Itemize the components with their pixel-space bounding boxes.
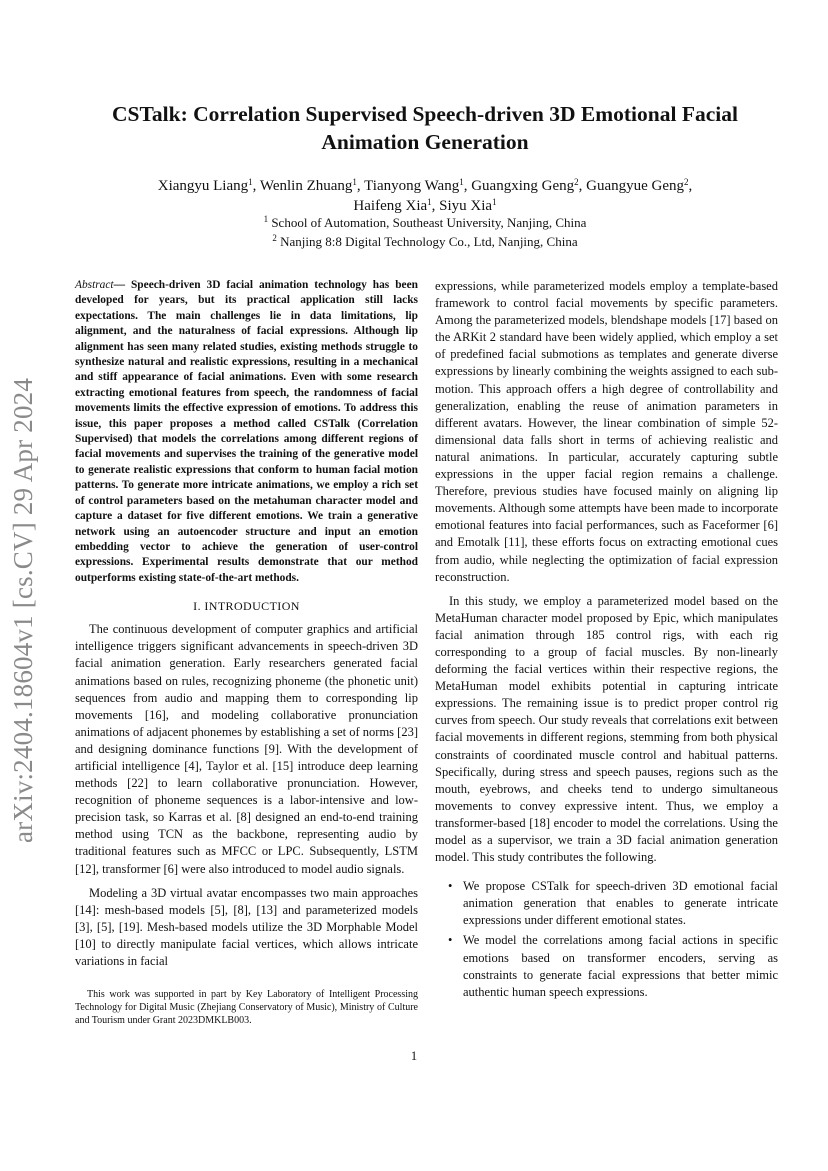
paragraph: Modeling a 3D virtual avatar encompasses two main approaches [14]: mesh-based models [5], [8], [13] and parameterized models [3], [5], [19]. Mesh-based models utilize the 3D Morphable Model [10] to directly manipulate facial vertices, which allows intricate variations in facial bbox=[75, 885, 418, 968]
affiliation-list bbox=[70, 213, 780, 251]
paragraph: In this study, we employ a parameterized model based on the MetaHuman character model proposed by Epic, which manipulates facial animation through 185 control rigs, with each rig corresponding to a group of facial muscles. By non-linearly deforming the facial vertices within their respective regions, the MetaHuman model exhibits potential in capturing intricate expressions. The remaining issue is to predict proper control rig curves from speech. Our study reveals that correlations exit between facial movements in different regions, stemming from both physical constraints of coordinated muscle control and habitual patterns. Specifically, during stress and speech pauses, regions such as the mouth, eyebrows, and cheeks tend to undergo simultaneous movements to convey expressive intent. Thus, we employ a transformer-based [18] encoder to model the correlations. Using the model as a supervisor, we train a 3D facial animation generation model. This study contributes the following. bbox=[435, 593, 778, 865]
author: Wenlin Zhuang$^1$, bbox=[259, 177, 365, 194]
section-heading-introduction: I. INTRODUCTION bbox=[193, 599, 300, 614]
paper-title bbox=[70, 100, 780, 156]
affiliation: $^2$ Nanjing 8:8 Digital Technology Co., Ltd, Nanjing, China bbox=[272, 233, 578, 249]
author: Haifeng Xia$^1$, bbox=[353, 197, 440, 214]
author: Guangyue Geng$^2$, bbox=[586, 177, 693, 194]
right-column bbox=[435, 278, 778, 1004]
paragraph-continued: expressions, while parameterized models employ a template-based framework to control facial movements by specific parameters. Among the parameterized models, blendshape models [17] based on the ARKit 2 standard have been widely applied, which employ a set of predefined facial submotions as templates and generate diverse expressions by linearly combining the weights assigned to each sub-motion. This approach offers a high degree of controllability and generalization, enabling the reuse of animation parameters in different avatars. However, the linear combination of simple 52-dimensional data falls short in terms of achieving realistic and natural animations. In particular, accurately capturing subtle expressions in the upper facial region remains a challenge. Therefore, previous studies have focused mainly on aligning lip movements. Although some attempts have been made to incorporate emotional features into facial performances, such as Faceformer [6] and Emotalk [11], these efforts focus on extracting emotional cues from audio, while neglecting the optimization of facial expression reconstruction. bbox=[435, 279, 778, 584]
abstract: Abstract— Speech-driven 3D facial animation technology has been developed for years, but its practical application still lacks expectations. The main challenges lie in data limitations, lip alignment, and the naturalness of facial expressions. Although lip alignment has seen many related studies, existing methods struggle to synthesize natural and realistic expressions, resulting in a mechanical and stiff appearance of facial animations. Even with some research extracting emotional features from speech, the randomness of facial movements limits the effective expression of emotions. To address this issue, this paper proposes a method called CSTalk (Correlation Supervised) that models the correlations among different regions of facial movements and supervises the training of the generative model to generate realistic expressions that conform to human facial motion patterns. To generate more intricate animations, we employ a rich set of control parameters based on the metahuman character model and capture a dataset for five different emotions. We train a generative network using an autoencoder structure and input an emotion embedding vector to achieve the generation of user-control expressions. Experimental results demonstrate that our method outperforms existing state-of-the-art methods. bbox=[75, 279, 418, 584]
arxiv-identifier: arXiv:2404.18604v1 [cs.CV] 29 Apr 2024 bbox=[8, 377, 38, 843]
list-item: • We propose CSTalk for speech-driven 3D emotional facial animation generation that enables to generate intricate expressions under different emotional states. bbox=[448, 879, 778, 928]
contribution-list bbox=[435, 878, 778, 1001]
author: Tianyong Wang$^1$, bbox=[364, 177, 472, 194]
author: Xiangyu Liang$^1$, bbox=[157, 177, 260, 194]
bullet-icon: • bbox=[448, 879, 453, 894]
author-list bbox=[70, 176, 780, 216]
affiliation: $^1$ School of Automation, Southeast University, Nanjing, China bbox=[263, 214, 587, 230]
author: Siyu Xia$^1$ bbox=[439, 197, 497, 214]
list-item: • We model the correlations among facial actions in specific emotions based on transformer encoders, serving as constraints to generate facial expressions that better mimic authentic human speech expressions. bbox=[448, 933, 778, 999]
author: Guangxing Geng$^2$, bbox=[471, 177, 587, 194]
title-line-1: CSTalk: Correlation Supervised Speech-driven 3D Emotional Facial bbox=[112, 102, 738, 126]
bullet-icon: • bbox=[448, 933, 453, 948]
abstract-text: Speech-driven 3D facial animation technology has been developed for years, but its practical application still lacks expectations. The main challenges lie in data limitations, lip alignment, and the naturalness of facial expressions. Although lip alignment has seen many related studies, existing methods struggle to synthesize natural and realistic expressions, resulting in a mechanical and stiff appearance of facial animations. Even with some research extracting emotional features from speech, the randomness of facial movements limits the effective expression of emotions. To address this issue, this paper proposes a method called CSTalk (Correlation Supervised) that models the correlations among different regions of facial movements and supervises the training of the generative model to generate realistic expressions that conform to human facial motion patterns. To generate more intricate animations, we employ a rich set of control parameters based on the metahuman character model and capture a dataset for five different emotions. We train a generative network using an autoencoder structure and input an emotion embedding vector to achieve the generation of user-control expressions. Experimental results demonstrate that our method outperforms existing state-of-the-art methods. bbox=[75, 279, 418, 584]
paragraph: The continuous development of computer graphics and artificial intelligence triggers significant advancements in speech-driven 3D facial animation generation. Early researchers generated facial animations based on rules, recognizing phoneme (the phonetic unit) sequences from audio and mapping them to corresponding lip movements [16], and modeling collaborative pronunciation animations of adjacent phonemes by establishing a set of norms [23] and designing dominance functions [9]. With the development of artificial intelligence [4], Taylor et al. [15] introduce deep learning methods [22] to learn collaborative pronunciation. However, recognition of phoneme sequences is a labor-intensive and low-precision task, so Karras et al. [8] designed an end-to-end training method using TCN as the backbone, representing audio by traditional features such as MFCC or LPC. Subsequently, LSTM [12], transformer [6] were also introduced to model audio signals. bbox=[75, 622, 418, 876]
left-column bbox=[75, 278, 418, 970]
funding-footnote: This work was supported in part by Key Laboratory of Intelligent Processing Technology for Digital Music (Zhejiang Conservatory of Music), Ministry of Culture and Tourism under Grant 2023DMKLB003. bbox=[75, 989, 418, 1026]
page-number: 1 bbox=[410, 1049, 418, 1063]
title-line-2: Animation Generation bbox=[321, 130, 529, 154]
abstract-label: Abstract bbox=[75, 279, 114, 291]
